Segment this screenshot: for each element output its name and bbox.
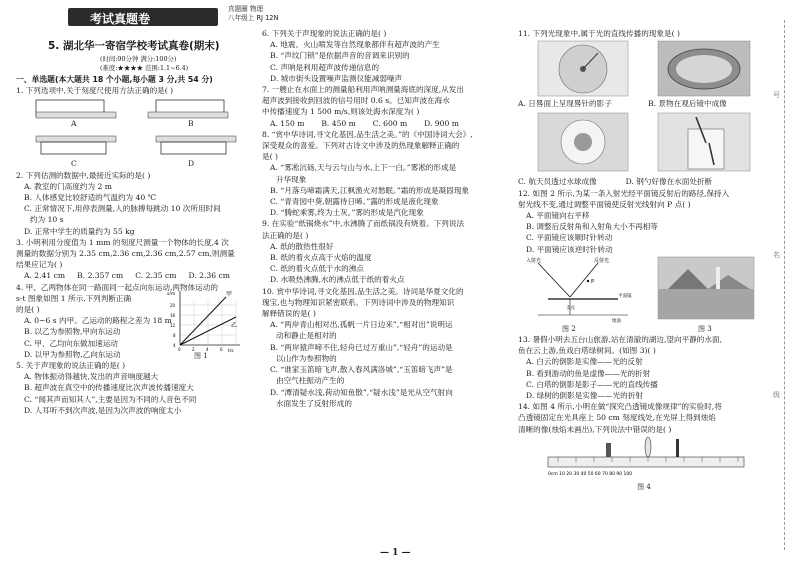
- q10-option-c-cont: 由空气柱振动产生的: [276, 376, 345, 386]
- fig1-xtick-2: 2: [192, 346, 195, 352]
- fig2-label-ground: 地面: [612, 318, 621, 324]
- q3-options: [16, 270, 251, 281]
- q13-option-c: C. 白塔的倒影是影子——光的直线传播: [526, 379, 658, 389]
- q5-option-b: B. 超声波在真空中的传播速度比次声波传播速度大: [24, 383, 194, 393]
- figure-2-caption: 图 2: [562, 325, 576, 334]
- q12-stem-2: 射光线不变,通过调整平面镜使反射光线射向 P 点( ): [518, 199, 691, 209]
- q6-option-d: D. 城市街头设置噪声监测仪能减弱噪声: [270, 73, 403, 83]
- q8-option-b: B. “月落乌啼霜满天,江枫渔火对愁眠。”霜的形成是凝固现象: [270, 185, 470, 195]
- q4-option-a: A. 0~6 s 内甲、乙运动的路程之差为 18 m: [24, 316, 172, 326]
- q6-option-b: B. “声纹门锁”是依据声音的音调来识别的: [270, 51, 410, 61]
- figure-4-optical-bench: [518, 435, 768, 479]
- q2-option-c-cont: 约为 10 s: [30, 215, 64, 225]
- banner-box: [68, 8, 218, 26]
- ruler-c: [36, 136, 116, 154]
- photo-c-water-ball: [538, 113, 628, 171]
- q1-rulers-figure: [16, 96, 246, 166]
- q1-label-c: C: [71, 158, 77, 168]
- q11-option-a: A. 日晷面上呈现晷针的影子: [518, 99, 612, 109]
- q3-option-a: A. 2.41 cm: [24, 271, 66, 281]
- side-label-name: 名: [773, 251, 780, 259]
- q10-option-b-cont: 以山作为参照物的: [276, 353, 337, 363]
- fig1-xtick-6: 6: [220, 346, 223, 352]
- section-heading: 一、单选题(本大题共 18 个小题,每小题 3 分,共 54 分): [16, 75, 213, 84]
- q12-option-d: D. 平面镜应该逆时针转动: [526, 244, 613, 254]
- q14-stem-1: 14. 如图 4 所示,小明在做“探究凸透镜成像规律”的实验时,将: [518, 402, 722, 412]
- q6-option-c: C. 声呐是利用超声波传递信息的: [270, 62, 380, 72]
- q2-option-d: D. 正常中学生的质量约为 55 kg: [24, 226, 135, 236]
- q2-option-b: B. 人体感觉比较舒适的气温约为 40 ℃: [24, 193, 157, 203]
- q7-option-c: C. 600 m: [372, 118, 408, 128]
- q9-option-a: A. 纸的散热性很好: [270, 241, 334, 251]
- fig2-label-incident: 入射光: [526, 257, 542, 264]
- q12-option-b: B. 调整后反射角和入射角大小不再相等: [526, 222, 658, 232]
- q6-option-a: A. 地震、火山喷发等自然现象都伴有超声波的产生: [270, 40, 440, 50]
- q8-stem-1: 8. “赏中华诗词,寻文化基因,品生活之美。”的《中国诗词大会》,: [262, 129, 473, 139]
- q5-option-a: A. 物体振动得越快,发出的声音响度越大: [24, 372, 159, 382]
- q11-option-d: D. 钢勺好像在水面处折断: [625, 177, 713, 187]
- q3-stem-3: 结果应记为( ): [16, 260, 63, 270]
- column-1: [16, 74, 251, 416]
- fig2-label-reflected: 反射光: [594, 257, 610, 264]
- fig1-ytick-20: 20: [170, 302, 176, 308]
- q10-option-b: B. “两岸猿声啼不住,轻舟已过万重山”,“轻舟”的运动是: [270, 342, 453, 352]
- figure-3-caption: 图 3: [698, 325, 712, 334]
- meta-time: (时间:90分钟 满分:100分): [100, 55, 177, 63]
- fig2-label-p: P: [591, 278, 595, 285]
- q5-stem: 5. 关于声现象的说法正确的是( ): [16, 361, 126, 371]
- q10-option-a: A. “两岸青山相对出,孤帆一片日边来”,“相对出”说明运: [270, 320, 453, 330]
- q13-option-a: A. 白云的倒影是实像——光的反射: [526, 357, 643, 367]
- q7-stem-2: 超声波到接收到回波的信号用时 0.6 s。已知声波在海水: [262, 96, 450, 106]
- q11-options-cd: [518, 176, 770, 187]
- fig1-axis-s: s/m: [167, 291, 176, 297]
- q11-stem: 11. 下列光现象中,属于光的直线传播的现象是( ): [518, 29, 680, 38]
- fig1-xtick-0: 0: [178, 346, 181, 352]
- q4-stem-3: 的是( ): [16, 305, 40, 315]
- figure-1-caption: 图 1: [194, 351, 208, 360]
- q10-option-c: C. “谁家玉笛暗飞声,散入春风满洛城”,“玉笛暗飞声”是: [270, 365, 453, 375]
- q9-stem-1: 9. 在实验“纸锅烧水”中,水沸腾了而纸锅没有烧着。下列说法: [262, 219, 465, 229]
- q7-option-b: B. 450 m: [321, 118, 356, 128]
- q3-stem-1: 3. 小明利用分度值为 1 mm 的刻度尺测量一个物体的长度,4 次: [16, 237, 229, 247]
- q13-option-d: D. 绿树的倒影是实像——光的折射: [526, 391, 643, 401]
- q12-figures: [518, 255, 768, 325]
- q10-option-a-cont: 动和静止是相对的: [276, 331, 337, 341]
- q7-option-d: D. 900 m: [424, 118, 459, 128]
- fig1-ytick-8: 8: [173, 332, 176, 338]
- side-label-class: 级: [773, 391, 780, 399]
- q7-option-a: A. 150 m: [270, 118, 305, 128]
- q5-option-d: D. 人耳听不到次声波,是因为次声波的响度太小: [24, 405, 182, 415]
- q8-option-d: D. “腾蛇乘雾,终为土灰。”雾的形成是汽化现象: [270, 208, 424, 218]
- q7-stem-1: 7. 一艘止在水面上的测量船利用声呐测量海底的深度,从发出: [262, 85, 464, 95]
- q9-stem-2: 法正确的是( ): [262, 230, 309, 240]
- q7-stem-3: 中传播速度为 1 500 m/s,则该处海水深度为( ): [262, 107, 420, 117]
- q11-option-b: B. 景物在观后镜中成像: [648, 99, 727, 109]
- q1-label-d: D: [188, 158, 195, 168]
- q3-option-b: B. 2.357 cm: [77, 271, 124, 281]
- fig1-xtick-4: 4: [206, 346, 209, 352]
- q10-option-d: D. “潭清疑水浅,荷动知鱼散”,“疑水浅”是光从空气射向: [270, 387, 453, 397]
- q3-stem-2: 测量的数据分别为 2.35 cm,2.36 cm,2.36 cm,2.57 cm,则测量: [16, 249, 235, 259]
- column-3: [518, 28, 770, 493]
- q4-option-d: D. 以甲为参照物,乙向东运动: [24, 349, 121, 359]
- q1-label-a: A: [71, 118, 77, 128]
- paper-title: 5. 湖北华一寄宿学校考试真卷(期末): [48, 40, 220, 52]
- q2-stem: 2. 下列估测的数据中,最接近实际的是( ): [16, 170, 151, 180]
- photo-a-sundial: [538, 41, 628, 96]
- q12-option-c: C. 平面镜应该顺时针转动: [526, 233, 613, 243]
- binding-dashed-line: [784, 20, 785, 550]
- q14-stem-2: 凸透镜固定在光具座上 50 cm 刻度线处,在光屏上得到烛焰: [518, 413, 716, 423]
- q1-label-b: B: [188, 118, 194, 128]
- q13-stem-1: 13. 暑假小明去五台山旅游,站在清澈的湖边,望向平静的水面,: [518, 335, 722, 345]
- q8-option-a: A. “雾凇沆砀,天与云与山与水,上下一白。”雾凇的形成是: [270, 163, 457, 173]
- column-2: [262, 28, 507, 409]
- q8-option-c: C. “青青园中葵,朝露待日晞。”露的形成是液化现象: [270, 197, 439, 207]
- q12-stem-1: 12. 如图 2 所示,为某一条入射光经平面镜反射后的路径,保持入: [518, 188, 730, 198]
- q7-options: [262, 118, 507, 129]
- tag-line-1: 真题圈 物理: [228, 5, 264, 13]
- q8-stem-3: 是( ): [262, 152, 278, 162]
- side-label-number: 号: [773, 91, 780, 99]
- fig2-label-pivot: 支点: [566, 305, 575, 311]
- q2-option-c: C. 正常情况下,用停表测量,人的脉搏每跳动 10 次所用时间: [24, 204, 221, 214]
- figure-4-caption: 图 4: [637, 483, 651, 492]
- ruler-a: [36, 100, 116, 118]
- fig1-ytick-16: 16: [170, 312, 176, 318]
- fig1-ytick-4: 4: [173, 342, 176, 348]
- q2-option-a: A. 教室的门高度约为 2 m: [24, 181, 112, 191]
- q8-option-a-cont: 升华现象: [276, 174, 307, 184]
- q13-stem-2: 鱼在云上游,鱼戏白塔绿树间。(如图 3)( ): [518, 346, 656, 356]
- fig2-label-mirror: 平面镜: [618, 293, 632, 299]
- q4-option-b: B. 以乙为参照物,甲向东运动: [24, 327, 121, 337]
- q11-option-c: C. 航天员透过水球成像: [518, 177, 597, 187]
- photo-b-mirror: [658, 41, 750, 96]
- fig1-ytick-12: 12: [170, 322, 176, 328]
- meta-level: (难度:★★★★ 范围:1.1~6.4): [100, 64, 189, 72]
- ruler-b: [148, 100, 228, 118]
- header-tag: [228, 5, 278, 23]
- q10-stem-1: 10. 赏中华诗词,寻文化基因,品生活之美。诗词是华夏文化的: [262, 286, 464, 296]
- page-number: — 1 —: [380, 548, 411, 558]
- q9-option-d: D. 水吸热沸腾,水的沸点低于纸的着火点: [270, 275, 405, 285]
- q10-option-d-cont: 水面发生了反射形成的: [276, 398, 352, 408]
- figure-2-mirror: [526, 257, 632, 324]
- q4-option-c: C. 甲、乙均向东做加速运动: [24, 338, 118, 348]
- q9-option-c: C. 纸的着火点低于水的沸点: [270, 264, 364, 274]
- q3-option-c: C. 2.35 cm: [135, 271, 177, 281]
- q14-stem-3: 清晰的像(烛焰未画出),下列说法中错误的是( ): [518, 424, 672, 434]
- fig4-ruler-ticks: 0cm 10 20 30 40 50 60 70 80 90 100: [548, 471, 633, 477]
- q4-stem-1: 4. 甲、乙两物体在同一路面同一起点向东运动,两物体运动的: [16, 282, 218, 292]
- banner: [68, 6, 228, 28]
- figure-3-lake-photo: [658, 257, 754, 319]
- q4-block: [16, 290, 251, 360]
- tag-line-2: 八年级上 RJ 12N: [228, 14, 279, 22]
- q3-option-d: D. 2.36 cm: [188, 271, 230, 281]
- q9-option-b: B. 纸的着火点高于火焰的温度: [270, 253, 372, 263]
- fig1-axis-t: t/s: [228, 348, 234, 353]
- ruler-d: [156, 136, 236, 154]
- q10-stem-2: 瑰宝,也与物理知识紧密联系。下列诗词中涉及的物理知识: [262, 297, 455, 307]
- q6-stem: 6. 下列关于声现象的说法正确的是( ): [262, 29, 387, 38]
- q4-stem-2: s-t 图象如图 1 所示,下列判断正确: [16, 293, 132, 303]
- q8-stem-2: 深受观众的喜爱。下列对古诗文中涉及的热现象解释正确的: [262, 141, 460, 151]
- q1-stem: 1. 下列选项中,关于刻度尺使用方法正确的是( ): [16, 86, 174, 96]
- figure-1-st-graph: [166, 287, 244, 353]
- q5-option-c: C. “闻其声而知其人”,主要是因为不同的人音色不同: [24, 394, 197, 404]
- photo-d-spoon: [658, 113, 750, 171]
- q13-option-b: B. 看到游动的鱼是虚像——光的折射: [526, 368, 651, 378]
- fig1-label-yi: 乙: [231, 321, 238, 329]
- q12-option-a: A. 平面镜向右平移: [526, 211, 590, 221]
- fig1-label-jia: 甲: [226, 290, 233, 298]
- banner-title: 考试真题卷: [90, 12, 151, 26]
- q10-stem-3: 解释错误的是( ): [262, 309, 316, 319]
